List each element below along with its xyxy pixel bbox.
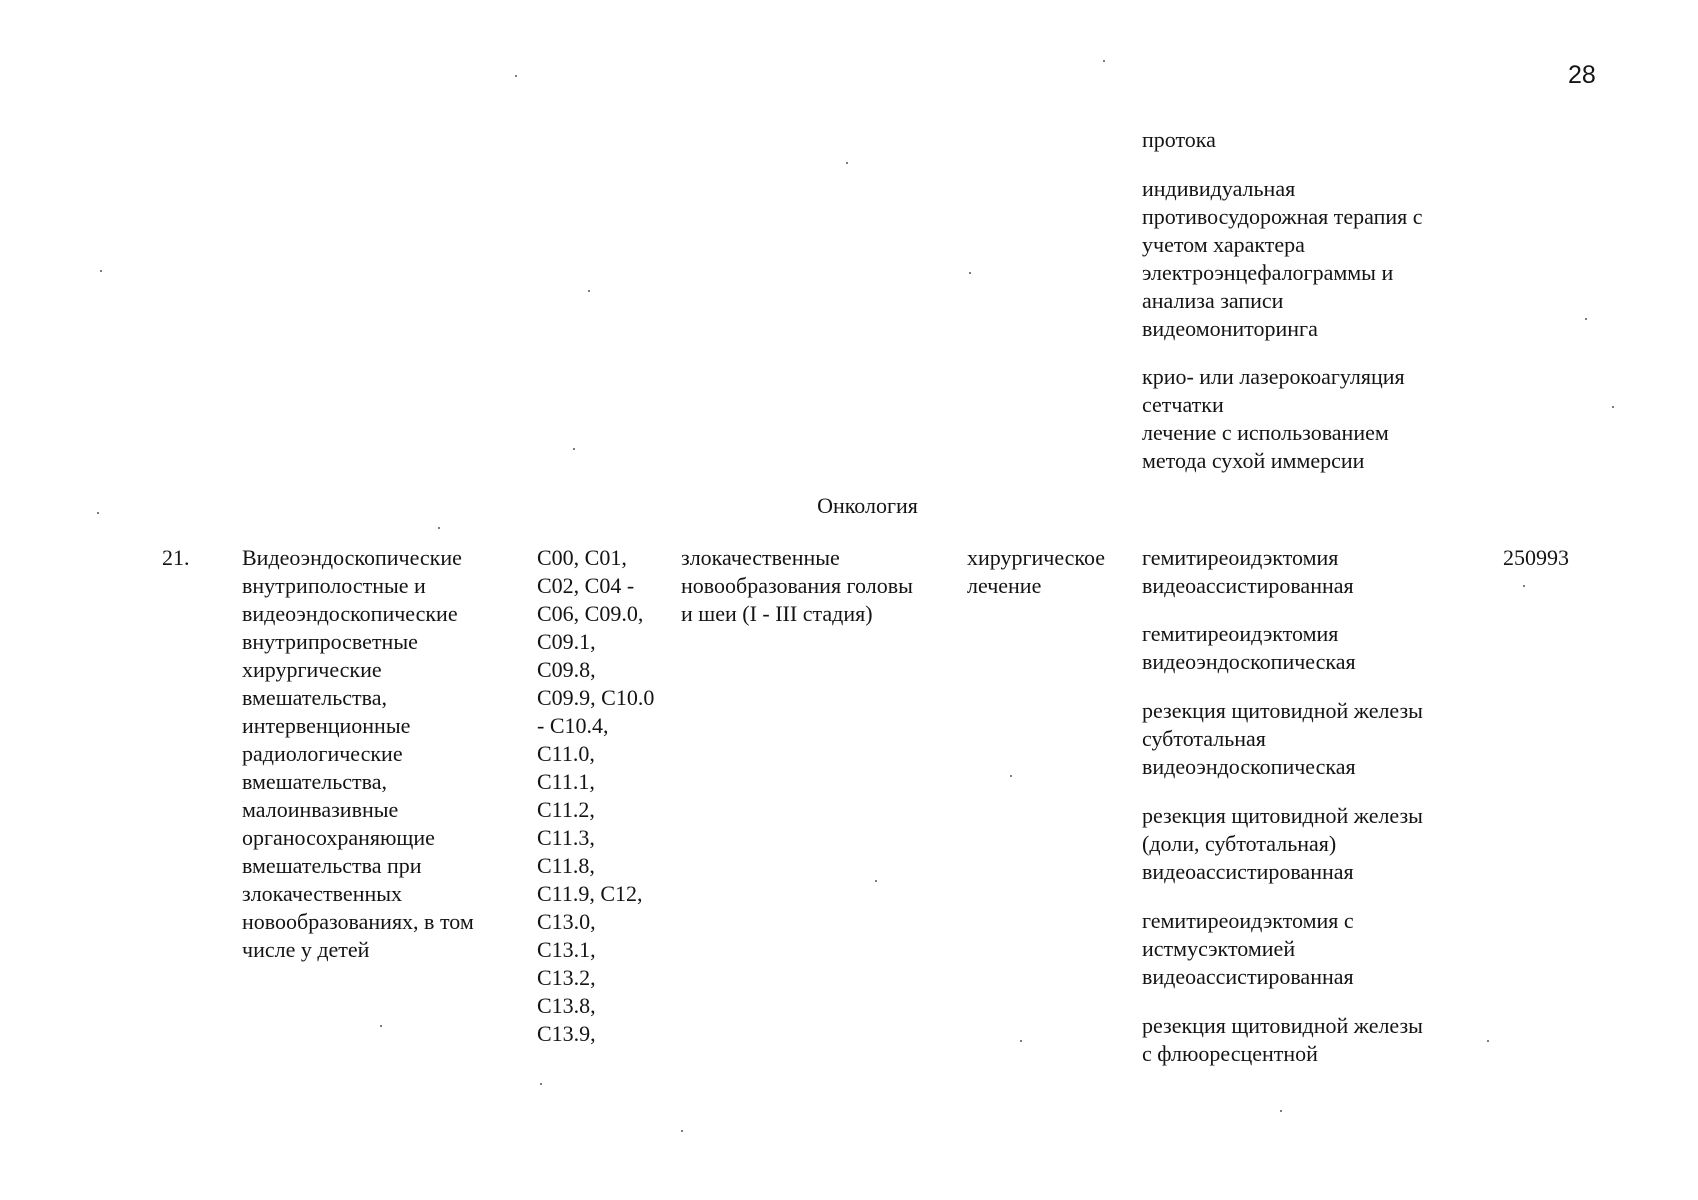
icd-codes: С00, С01, С02, С04 - С06, С09.0, С09.1, С09.8, С09.9, С10.0 - С10.4, С11.0, С11.1, С11.2, С11.3, С11.8, С11.9, С12, С13.0, С13.1, С13.2, С13.8, С13.9, [537,545,655,1046]
section-title: Онкология [817,493,918,518]
scan-speck [1103,60,1105,62]
scan-speck [380,1025,382,1027]
method-text: гемитиреоидэктомия видеоэндоскопическая [1142,621,1356,674]
method-text: резекция щитовидной железы (доли, субтотальная) видеоассистированная [1142,803,1423,884]
scan-speck [846,162,848,164]
method-text: резекция щитовидной железы с флюоресцентной [1142,1013,1423,1066]
method-text: гемитиреоидэктомия видеоассистированная [1142,545,1354,598]
scan-speck [1487,1040,1489,1042]
scan-speck [681,1130,683,1132]
procedure-text: индивидуальная противосудорожная терапия с учетом характера электроэнцефалограммы и анализа записи видеомониторинга [1142,176,1423,341]
patient-model: злокачественные новообразования головы и шеи (I - III стадия) [681,545,913,626]
scan-speck [875,880,877,882]
scan-speck [1523,585,1525,587]
scan-speck [97,512,99,514]
scan-speck [969,272,971,274]
procedure-text: протока [1142,127,1216,152]
scan-speck [438,527,440,529]
method-text: гемитиреоидэктомия с истмусэктомией видеоассистированная [1142,908,1354,989]
scan-speck [1280,1110,1282,1112]
scan-speck [588,290,590,292]
scan-speck [1020,1040,1022,1042]
scan-speck [573,448,575,450]
scan-speck [100,270,102,272]
page-number: 28 [1568,61,1596,89]
row-number: 21. [162,545,190,570]
method-text: резекция щитовидной железы субтотальная видеоэндоскопическая [1142,698,1423,779]
procedure-text: крио- или лазерокоагуляция сетчатки лечение с использованием метода сухой иммерсии [1142,364,1405,473]
scan-speck [540,1083,542,1085]
care-group-name: Видеоэндоскопические внутриполостные и видеоэндоскопические внутрипросветные хирургические вмешательства, интервенционные радиологические вмешательства, малоинвазивные органосохраняющие вмешательства при злокачественных новообразованиях, в том числе у детей [242,545,474,962]
scan-speck [1010,775,1012,777]
scan-speck [1612,406,1614,408]
scan-speck [515,75,517,77]
treatment-type: хирургическое лечение [967,545,1106,598]
scan-speck [1585,318,1587,320]
norm-cost: 250993 [1503,545,1569,570]
